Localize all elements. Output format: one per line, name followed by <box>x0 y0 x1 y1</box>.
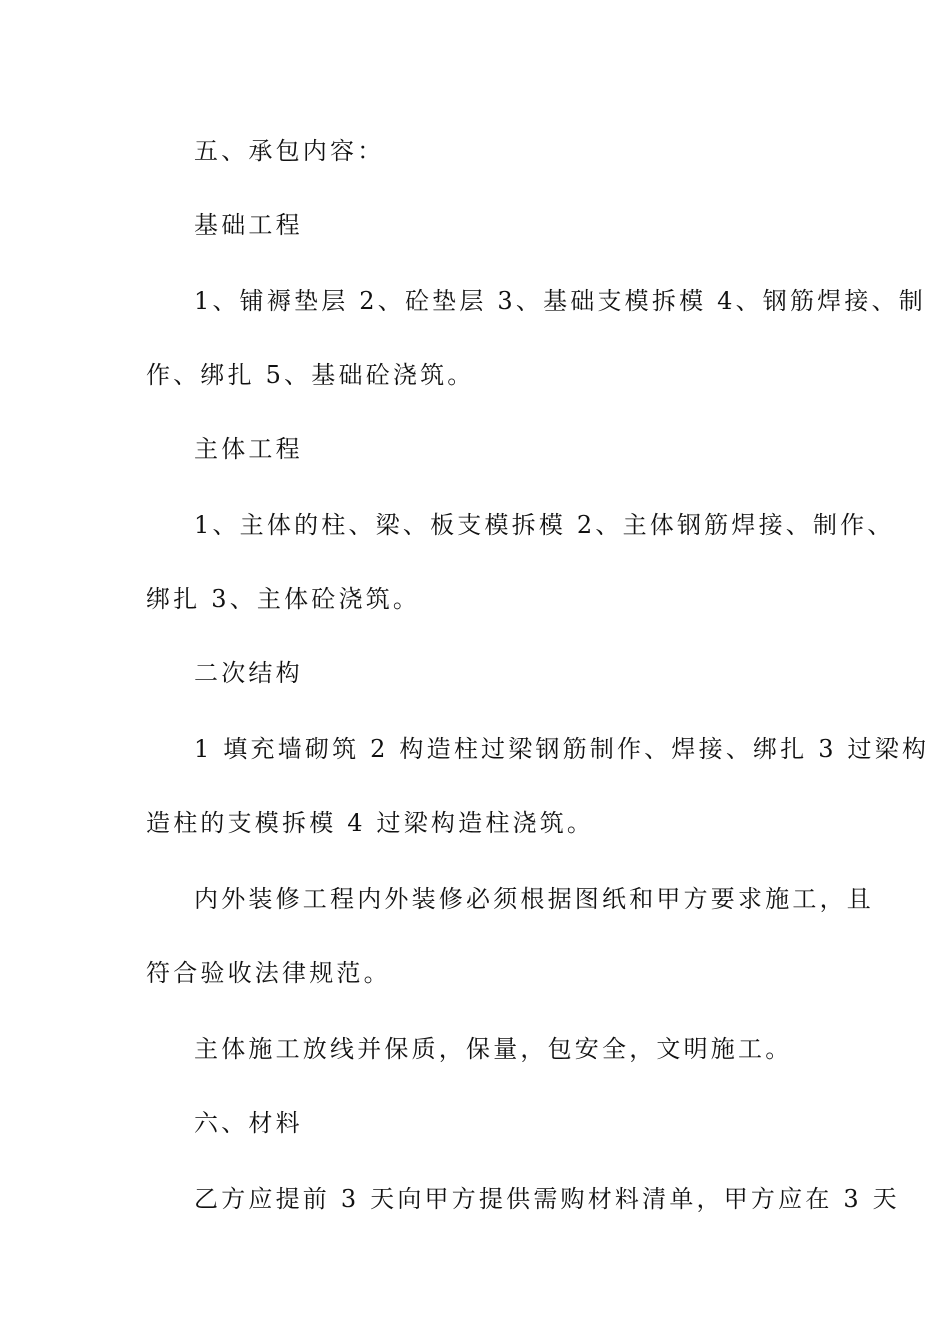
paragraph-line: 符合验收法律规范。 <box>146 959 391 987</box>
paragraph-line: 主体施工放线并保质，保量，包安全，文明施工。 <box>194 1035 793 1063</box>
paragraph-line: 1、铺褥垫层 2、砼垫层 3、基础支模拆模 4、钢筋焊接、制 <box>194 287 926 315</box>
subheading-foundation-works: 基础工程 <box>194 211 303 239</box>
paragraph-line: 绑扎 3、主体砼浇筑。 <box>146 585 421 613</box>
subheading-secondary-structure: 二次结构 <box>194 659 303 687</box>
paragraph-line: 乙方应提前 3 天向甲方提供需购材料清单，甲方应在 3 天 <box>194 1185 900 1213</box>
subheading-main-structure: 主体工程 <box>194 435 303 463</box>
section-heading-contract-scope: 五、承包内容： <box>194 137 385 165</box>
paragraph-line: 造柱的支模拆模 4 过梁构造柱浇筑。 <box>146 809 595 837</box>
paragraph-line: 1 填充墙砌筑 2 构造柱过梁钢筋制作、焊接、绑扎 3 过梁构 <box>194 735 930 763</box>
paragraph-line: 1、主体的柱、梁、板支模拆模 2、主体钢筋焊接、制作、 <box>194 511 895 539</box>
paragraph-line: 内外装修工程内外装修必须根据图纸和甲方要求施工，且 <box>194 885 874 913</box>
paragraph-line: 作、绑扎 5、基础砼浇筑。 <box>146 361 475 389</box>
section-heading-materials: 六、材料 <box>194 1109 303 1137</box>
